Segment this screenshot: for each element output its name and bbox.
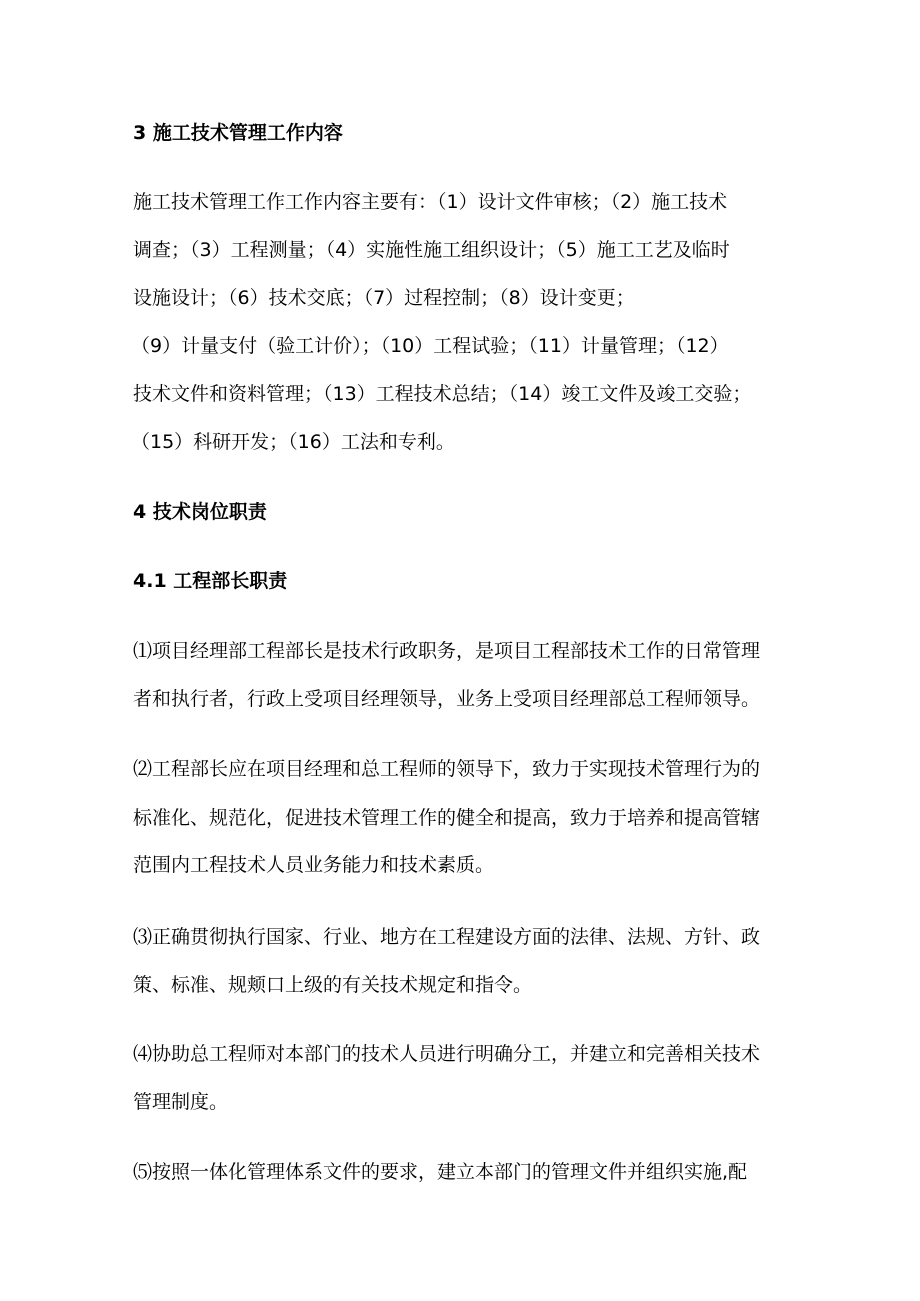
duty-item-3-line-2: 策、标准、规颊口上级的有关技术规定和指令。 <box>133 974 533 996</box>
section-4-1-heading: 4.1 工程部长职责 <box>133 570 288 592</box>
duty-item-5-line-1: ⑸按照一体化管理体系文件的要求，建立本部门的管理文件并组织实施,配 <box>133 1161 748 1183</box>
duty-item-1-line-2: 者和执行者，行政上受项目经理领导，业务上受项目经理部总工程师领导。 <box>133 688 761 710</box>
section-3-heading: 3 施工技术管理工作内容 <box>133 122 343 144</box>
duty-item-4-line-1: ⑷协助总工程师对本部门的技术人员进行明确分工，并建立和完善相关技术 <box>133 1043 761 1065</box>
section-3-line-4: （9）计量支付（验工计价）；（10）工程试验；（11）计量管理；（12） <box>131 335 729 357</box>
section-3-line-5: 技术文件和资料管理；（13）工程技术总结；（14）竣工文件及竣工交验； <box>133 383 752 405</box>
duty-item-2-line-3: 范围内工程技术人员业务能力和技术素质。 <box>133 854 495 876</box>
duty-item-2-line-1: ⑵工程部长应在项目经理和总工程师的领导下，致力于实现技术管理行为的 <box>133 758 761 780</box>
section-3-line-1: 施工技术管理工作工作内容主要有：（1）设计文件审核；（2）施工技术 <box>133 191 728 213</box>
section-3-line-3: 设施设计；（6）技术交底；（7）过程控制；（8）设计变更； <box>133 287 635 309</box>
duty-item-4-line-2: 管理制度。 <box>133 1091 229 1113</box>
duty-item-3-line-1: ⑶正确贯彻执行国家、行业、地方在工程建设方面的法律、法规、方针、政 <box>133 926 761 948</box>
section-3-line-6: （15）科研开发；（16）工法和专利。 <box>131 431 455 453</box>
section-3-line-2: 调查；（3）工程测量；（4）实施性施工组织设计；（5）施工工艺及临时 <box>133 239 730 261</box>
duty-item-1-line-1: ⑴项目经理部工程部长是技术行政职务，是项目工程部技术工作的日常管理 <box>133 640 761 662</box>
section-4-heading: 4 技术岗位职责 <box>133 501 267 523</box>
duty-item-2-line-2: 标准化、规范化，促进技术管理工作的健全和提高，致力于培养和提高管辖 <box>133 807 761 829</box>
